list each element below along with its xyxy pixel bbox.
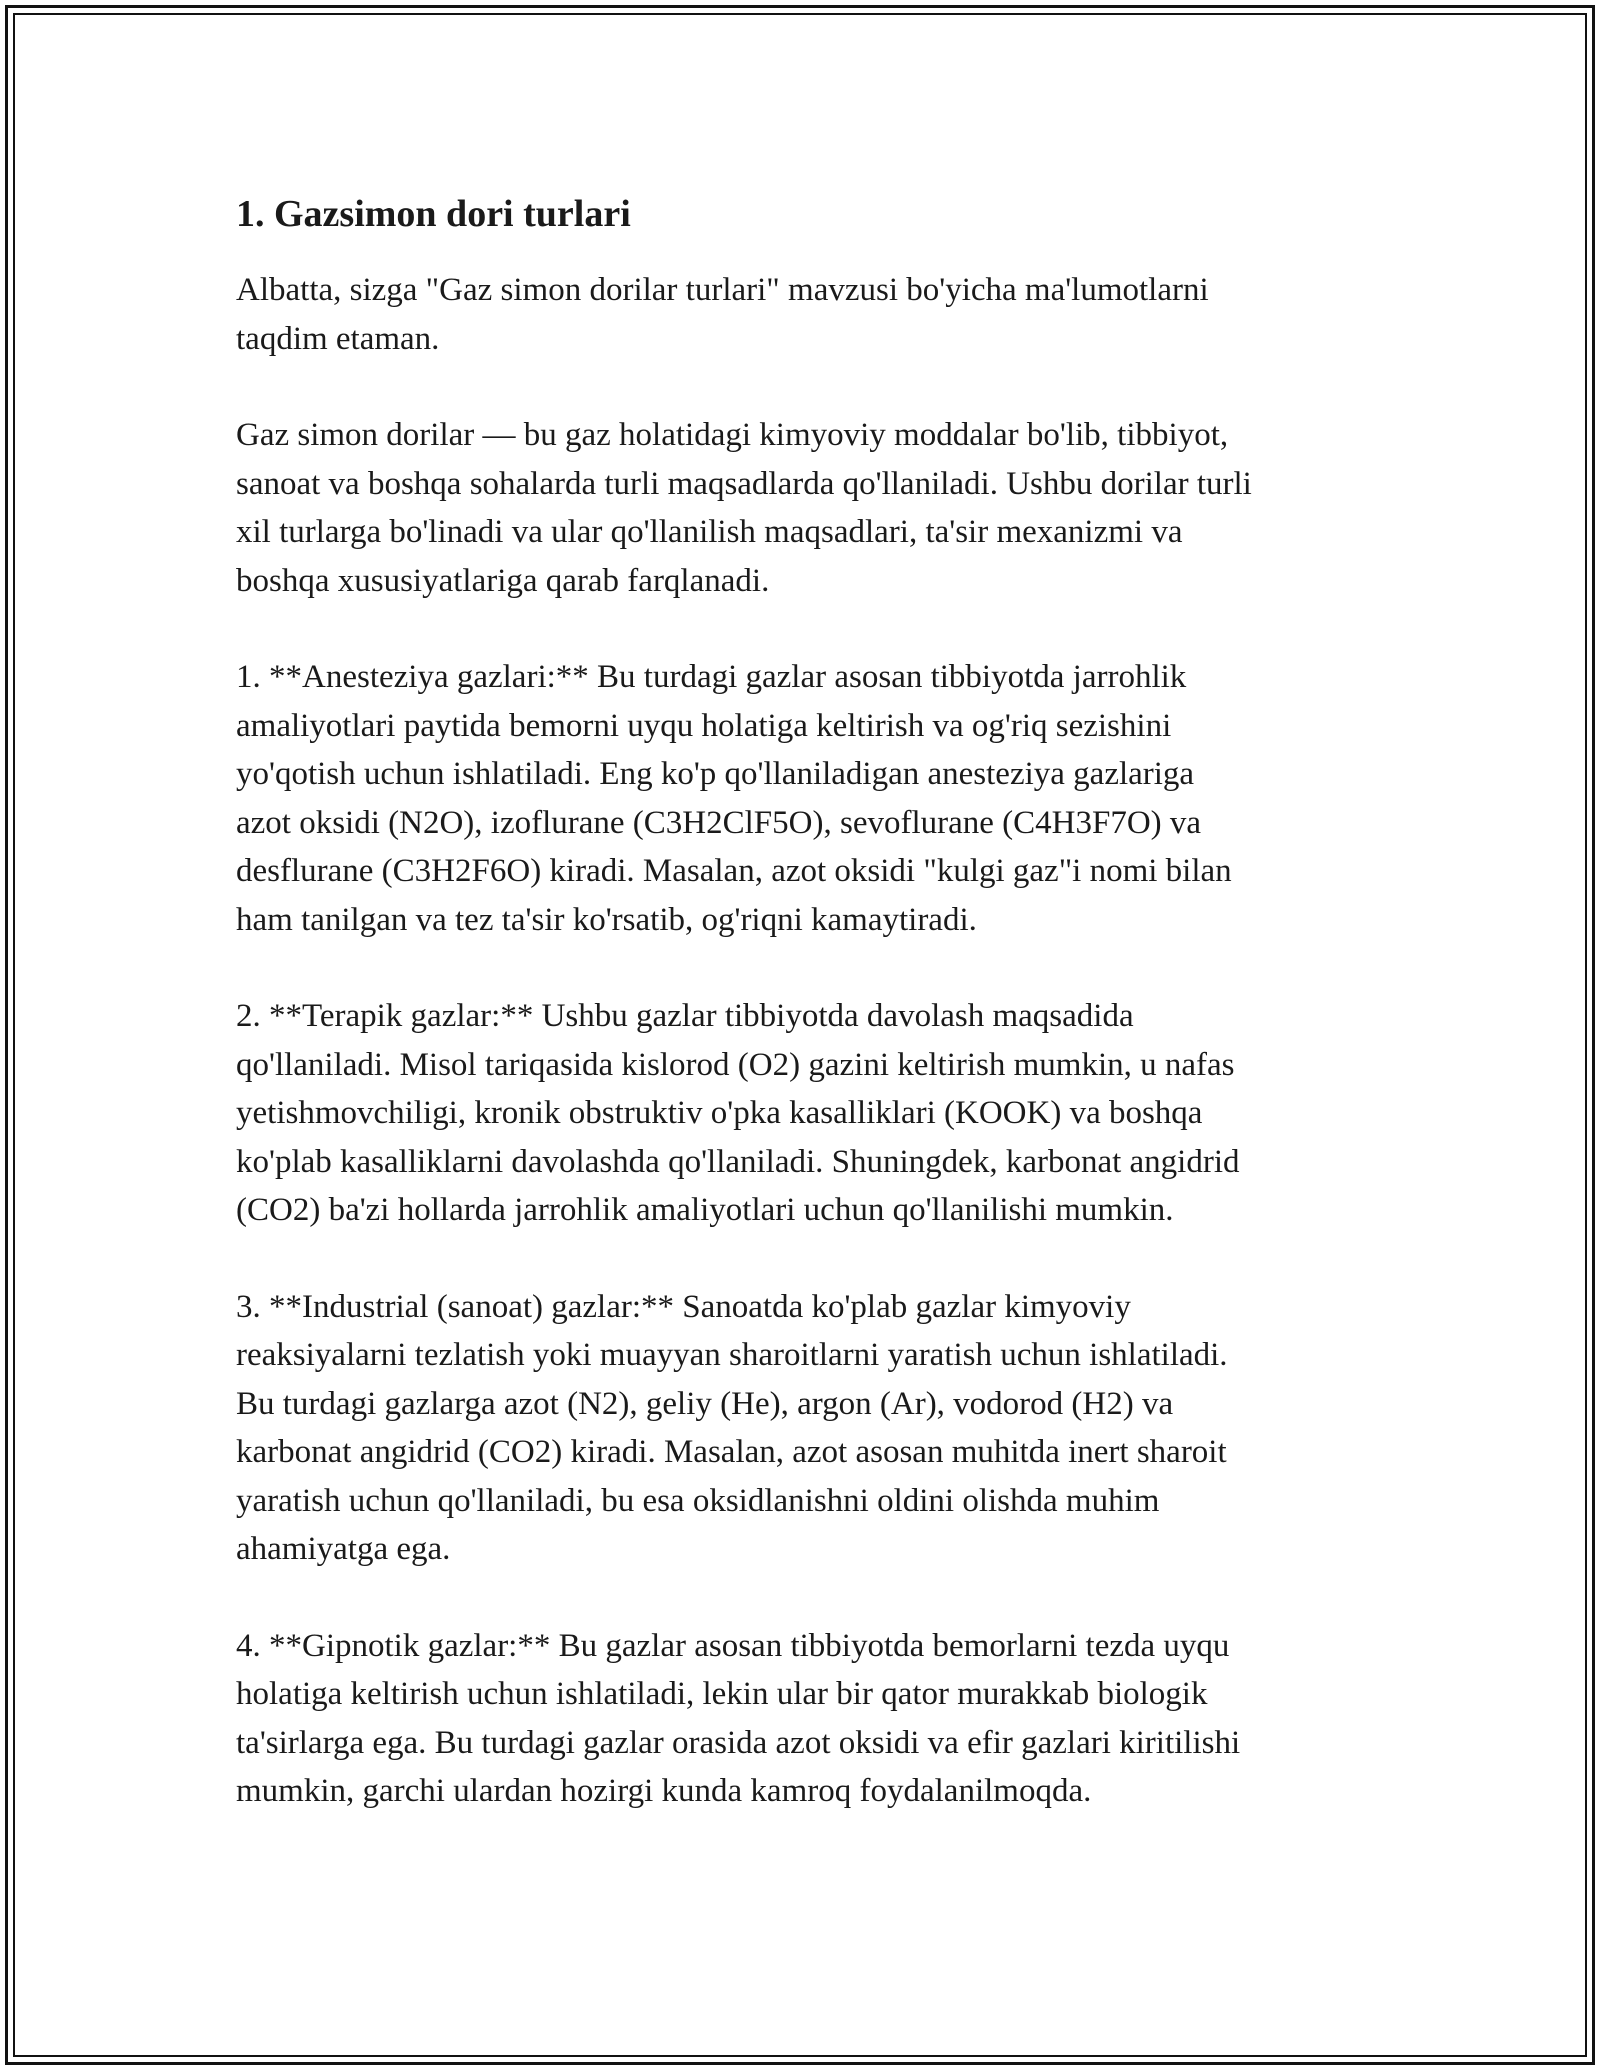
- therapeutic-gases-paragraph: 2. **Terapik gazlar:** Ushbu gazlar tibbiyotda davolash maqsadida qo'llaniladi. Misol tariqasida kislorod (O2) gazini keltirish mumkin, u nafas yetishmovchiligi, kronik obstruktiv o'pka kasalliklari (KOOK) va boshqa ko'plab kasalliklarni davolashda qo'llaniladi. Shuningdek, karbonat angidrid (CO2) ba'zi hollarda jarrohlik amaliyotlari uchun qo'llanilishi mumkin.: [236, 998, 1240, 1228]
- document-body: [236, 186, 1366, 1816]
- anesthesia-gases-paragraph: 1. **Anesteziya gazlari:** Bu turdagi gazlar asosan tibbiyotda jarrohlik amaliyotlari paytida bemorni uyqu holatiga keltirish va og'riq sezishini yo'qotish uchun ishlatiladi. Eng ko'p qo'llaniladigan anesteziya gazlariga azot oksidi (N2O), izoflurane (C3H2ClF5O), sevoflurane (C4H3F7O) va desflurane (C3H2F6O) kiradi. Masalan, azot oksidi "kulgi gaz"i nomi bilan ham tanilgan va tez ta'sir ko'rsatib, og'riqni kamaytiradi.: [236, 659, 1232, 938]
- definition-paragraph: Gaz simon dorilar — bu gaz holatidagi kimyoviy moddalar bo'lib, tibbiyot, sanoat va boshqa sohalarda turli maqsadlarda qo'llaniladi. Ushbu dorilar turli xil turlarga bo'linadi va ular qo'llanilish maqsadlari, ta'sir mexanizmi va boshqa xususiyatlariga qarab farqlanadi.: [236, 417, 1252, 599]
- page-title: 1. Gazsimon dori turlari: [236, 193, 631, 235]
- intro-paragraph: Albatta, sizga "Gaz simon dorilar turlari" mavzusi bo'yicha ma'lumotlarni taqdim etaman.: [236, 272, 1209, 357]
- industrial-gases-paragraph: 3. **Industrial (sanoat) gazlar:** Sanoatda ko'plab gazlar kimyoviy reaksiyalarni tezlatish yoki muayyan sharoitlarni yaratish uchun ishlatiladi. Bu turdagi gazlarga azot (N2), geliy (He), argon (Ar), vodorod (H2) va karbonat angidrid (CO2) kiradi. Masalan, azot asosan muhitda inert sharoit yaratish uchun qo'llaniladi, bu esa oksidlanishni oldini olishda muhim ahamiyatga ega.: [236, 1288, 1228, 1567]
- hypnotic-gases-paragraph: 4. **Gipnotik gazlar:** Bu gazlar asosan tibbiyotda bemorlarni tezda uyqu holatiga keltirish uchun ishlatiladi, lekin ular bir qator murakkab biologik ta'sirlarga ega. Bu turdagi gazlar orasida azot oksidi va efir gazlari kiritilishi mumkin, garchi ulardan hozirgi kunda kamroq foydalanilmoqda.: [236, 1627, 1241, 1809]
